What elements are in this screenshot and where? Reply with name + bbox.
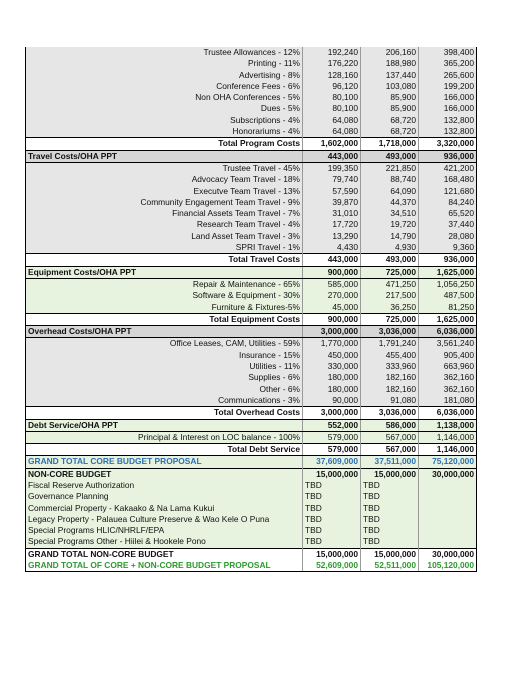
value-year-2: 206,160 — [361, 47, 419, 58]
non-core-item-row — [26, 514, 477, 525]
value-year-2: 567,000 — [361, 444, 419, 456]
value-year-1: 579,000 — [303, 444, 361, 456]
value-year-1: 552,000 — [303, 419, 361, 431]
section-header-row — [26, 326, 477, 338]
line-item-row — [26, 70, 477, 81]
value-year-1: 13,290 — [303, 231, 361, 242]
row-label: Honorariums - 4% — [26, 126, 303, 138]
line-item-row — [26, 58, 477, 69]
value-biennium-total: 421,200 — [419, 162, 477, 174]
value-biennium-total — [419, 503, 477, 514]
row-label: Trustee Allowances - 12% — [26, 47, 303, 58]
value-year-2: 333,960 — [361, 361, 419, 372]
value-year-2: 188,980 — [361, 58, 419, 69]
row-label: Legacy Property - Palauea Culture Preserve & Wao Kele O Puna — [26, 514, 303, 525]
value-year-2: 567,000 — [361, 431, 419, 443]
value-year-1: TBD — [303, 525, 361, 536]
line-item-row — [26, 338, 477, 350]
value-year-2: 15,000,000 — [361, 548, 419, 560]
row-label: Governance Planning — [26, 491, 303, 502]
value-year-2: 493,000 — [361, 254, 419, 266]
value-year-2: 37,511,000 — [361, 456, 419, 468]
value-year-1: 900,000 — [303, 266, 361, 278]
value-biennium-total: 663,960 — [419, 361, 477, 372]
row-label: Total Equipment Costs — [26, 313, 303, 325]
value-biennium-total: 3,561,240 — [419, 338, 477, 350]
value-year-1: 15,000,000 — [303, 548, 361, 560]
row-label: Debt Service/OHA PPT — [26, 419, 303, 431]
value-biennium-total: 30,000,000 — [419, 548, 477, 560]
non-core-item-row — [26, 536, 477, 548]
row-label: GRAND TOTAL CORE BUDGET PROPOSAL — [26, 456, 303, 468]
value-year-2: 88,740 — [361, 174, 419, 185]
row-label: Total Overhead Costs — [26, 407, 303, 419]
value-year-2: 103,080 — [361, 81, 419, 92]
value-year-2: 14,790 — [361, 231, 419, 242]
value-biennium-total: 3,320,000 — [419, 138, 477, 150]
row-label: Land Asset Team Travel - 3% — [26, 231, 303, 242]
non-core-item-row — [26, 503, 477, 514]
value-year-1: 180,000 — [303, 372, 361, 383]
section-header-row — [26, 419, 477, 431]
value-year-1: TBD — [303, 503, 361, 514]
value-biennium-total: 487,500 — [419, 290, 477, 301]
line-item-row — [26, 395, 477, 407]
subtotal-row — [26, 444, 477, 456]
value-year-1: 3,000,000 — [303, 407, 361, 419]
subtotal-row — [26, 138, 477, 150]
value-biennium-total: 936,000 — [419, 150, 477, 162]
value-year-2: 36,250 — [361, 302, 419, 314]
row-label: Special Programs Other - Hiilei & Hookele Pono — [26, 536, 303, 548]
row-label: Commercial Property - Kakaako & Na Lama Kukui — [26, 503, 303, 514]
line-item-row — [26, 290, 477, 301]
value-year-2: 1,718,000 — [361, 138, 419, 150]
value-year-2: 68,720 — [361, 126, 419, 138]
value-year-1: 579,000 — [303, 431, 361, 443]
row-label: Fiscal Reserve Authorization — [26, 480, 303, 491]
row-label: Principal & Interest on LOC balance - 100% — [26, 431, 303, 443]
non-core-item-row — [26, 491, 477, 502]
value-year-1: TBD — [303, 480, 361, 491]
row-label: Subscriptions - 4% — [26, 115, 303, 126]
value-year-2: 85,900 — [361, 92, 419, 103]
value-year-1: 52,609,000 — [303, 560, 361, 572]
row-label: Executve Team Travel - 13% — [26, 186, 303, 197]
value-year-2: 137,440 — [361, 70, 419, 81]
value-year-2: 19,720 — [361, 219, 419, 230]
value-year-1: 4,430 — [303, 242, 361, 254]
non-core-header-row — [26, 468, 477, 480]
value-year-2: 34,510 — [361, 208, 419, 219]
value-year-1: 80,100 — [303, 92, 361, 103]
value-biennium-total — [419, 514, 477, 525]
value-year-1: TBD — [303, 514, 361, 525]
subtotal-row — [26, 313, 477, 325]
row-label: Conference Fees - 6% — [26, 81, 303, 92]
value-biennium-total: 166,000 — [419, 103, 477, 114]
non-core-item-row — [26, 525, 477, 536]
non-core-item-row — [26, 480, 477, 491]
line-item-row — [26, 302, 477, 314]
value-year-1: 45,000 — [303, 302, 361, 314]
row-label: Trustee Travel - 45% — [26, 162, 303, 174]
value-year-1: TBD — [303, 491, 361, 502]
row-label: Travel Costs/OHA PPT — [26, 150, 303, 162]
row-label: NON-CORE BUDGET — [26, 468, 303, 480]
row-label: Dues - 5% — [26, 103, 303, 114]
value-biennium-total: 6,036,000 — [419, 407, 477, 419]
row-label: Overhead Costs/OHA PPT — [26, 326, 303, 338]
value-year-2: 182,160 — [361, 372, 419, 383]
value-biennium-total: 1,056,250 — [419, 278, 477, 290]
value-year-1: 330,000 — [303, 361, 361, 372]
row-label: Special Programs HLIC/NHRLF/EPA — [26, 525, 303, 536]
line-item-row — [26, 278, 477, 290]
row-label: Furniture & Fixtures-5% — [26, 302, 303, 314]
row-label: Other - 6% — [26, 384, 303, 395]
row-label: Communications - 3% — [26, 395, 303, 407]
value-year-1: 17,720 — [303, 219, 361, 230]
row-label: Repair & Maintenance - 65% — [26, 278, 303, 290]
row-label: SPRI Travel - 1% — [26, 242, 303, 254]
value-year-1: 443,000 — [303, 150, 361, 162]
row-label: Supplies - 6% — [26, 372, 303, 383]
row-label: Insurance - 15% — [26, 350, 303, 361]
value-year-1: 180,000 — [303, 384, 361, 395]
line-item-row — [26, 350, 477, 361]
value-year-2: TBD — [361, 525, 419, 536]
value-year-2: TBD — [361, 480, 419, 491]
value-biennium-total: 365,200 — [419, 58, 477, 69]
row-label: Total Travel Costs — [26, 254, 303, 266]
value-year-1: 585,000 — [303, 278, 361, 290]
value-year-1: 37,609,000 — [303, 456, 361, 468]
value-year-2: 52,511,000 — [361, 560, 419, 572]
grand-total-combined-row — [26, 560, 477, 572]
value-biennium-total: 84,240 — [419, 197, 477, 208]
value-year-2: 1,791,240 — [361, 338, 419, 350]
row-label: Research Team Travel - 4% — [26, 219, 303, 230]
value-year-1: 64,080 — [303, 115, 361, 126]
value-year-1: 1,770,000 — [303, 338, 361, 350]
row-label: Printing - 11% — [26, 58, 303, 69]
value-year-1: 57,590 — [303, 186, 361, 197]
value-biennium-total: 132,800 — [419, 126, 477, 138]
value-year-2: 4,930 — [361, 242, 419, 254]
line-item-row — [26, 197, 477, 208]
value-biennium-total: 166,000 — [419, 92, 477, 103]
line-item-row — [26, 242, 477, 254]
value-biennium-total: 199,200 — [419, 81, 477, 92]
row-label: Office Leases, CAM, Utilities - 59% — [26, 338, 303, 350]
value-year-2: 182,160 — [361, 384, 419, 395]
line-item-row — [26, 115, 477, 126]
value-biennium-total — [419, 536, 477, 548]
row-label: GRAND TOTAL NON-CORE BUDGET — [26, 548, 303, 560]
value-year-2: 85,900 — [361, 103, 419, 114]
value-year-2: 493,000 — [361, 150, 419, 162]
value-biennium-total — [419, 525, 477, 536]
value-year-1: 79,740 — [303, 174, 361, 185]
value-year-2: 68,720 — [361, 115, 419, 126]
line-item-row — [26, 103, 477, 114]
value-biennium-total: 121,680 — [419, 186, 477, 197]
value-biennium-total: 65,520 — [419, 208, 477, 219]
value-year-1: 64,080 — [303, 126, 361, 138]
value-year-1: 199,350 — [303, 162, 361, 174]
value-year-1: TBD — [303, 536, 361, 548]
value-biennium-total: 37,440 — [419, 219, 477, 230]
value-biennium-total: 905,400 — [419, 350, 477, 361]
line-item-row — [26, 384, 477, 395]
value-biennium-total: 181,080 — [419, 395, 477, 407]
line-item-row — [26, 208, 477, 219]
value-year-1: 31,010 — [303, 208, 361, 219]
value-biennium-total: 1,146,000 — [419, 431, 477, 443]
value-year-2: 91,080 — [361, 395, 419, 407]
value-year-2: 3,036,000 — [361, 407, 419, 419]
grand-total-non-core-row — [26, 548, 477, 560]
value-biennium-total — [419, 491, 477, 502]
value-year-1: 80,100 — [303, 103, 361, 114]
value-year-1: 39,870 — [303, 197, 361, 208]
grand-total-core-row — [26, 456, 477, 468]
value-year-1: 176,220 — [303, 58, 361, 69]
row-label: Total Program Costs — [26, 138, 303, 150]
value-year-1: 90,000 — [303, 395, 361, 407]
value-year-1: 270,000 — [303, 290, 361, 301]
value-year-2: 64,090 — [361, 186, 419, 197]
value-year-2: TBD — [361, 514, 419, 525]
line-item-row — [26, 372, 477, 383]
value-year-2: 471,250 — [361, 278, 419, 290]
value-year-2: 455,400 — [361, 350, 419, 361]
value-biennium-total: 81,250 — [419, 302, 477, 314]
row-label: GRAND TOTAL OF CORE + NON-CORE BUDGET PROPOSAL — [26, 560, 303, 572]
row-label: Non OHA Conferences - 5% — [26, 92, 303, 103]
subtotal-row — [26, 254, 477, 266]
row-label: Advertising - 8% — [26, 70, 303, 81]
value-year-1: 450,000 — [303, 350, 361, 361]
line-item-row — [26, 361, 477, 372]
value-biennium-total: 75,120,000 — [419, 456, 477, 468]
value-biennium-total: 9,360 — [419, 242, 477, 254]
row-label: Financial Assets Team Travel - 7% — [26, 208, 303, 219]
value-year-2: 586,000 — [361, 419, 419, 431]
value-year-2: TBD — [361, 503, 419, 514]
line-item-row — [26, 81, 477, 92]
value-biennium-total: 30,000,000 — [419, 468, 477, 480]
line-item-row — [26, 219, 477, 230]
value-year-2: TBD — [361, 491, 419, 502]
value-biennium-total: 1,625,000 — [419, 313, 477, 325]
value-year-2: 217,500 — [361, 290, 419, 301]
value-biennium-total: 168,480 — [419, 174, 477, 185]
row-label: Software & Equipment - 30% — [26, 290, 303, 301]
row-label: Utilities - 11% — [26, 361, 303, 372]
line-item-row — [26, 186, 477, 197]
value-biennium-total: 265,600 — [419, 70, 477, 81]
value-biennium-total: 1,138,000 — [419, 419, 477, 431]
line-item-row — [26, 431, 477, 443]
value-biennium-total: 132,800 — [419, 115, 477, 126]
row-label: Community Engagement Team Travel - 9% — [26, 197, 303, 208]
value-year-1: 15,000,000 — [303, 468, 361, 480]
value-biennium-total: 105,120,000 — [419, 560, 477, 572]
value-biennium-total: 1,625,000 — [419, 266, 477, 278]
value-year-2: 15,000,000 — [361, 468, 419, 480]
value-year-2: TBD — [361, 536, 419, 548]
row-label: Equipment Costs/OHA PPT — [26, 266, 303, 278]
value-biennium-total: 28,080 — [419, 231, 477, 242]
value-year-1: 900,000 — [303, 313, 361, 325]
value-year-1: 3,000,000 — [303, 326, 361, 338]
line-item-row — [26, 47, 477, 58]
row-label: Total Debt Service — [26, 444, 303, 456]
line-item-row — [26, 162, 477, 174]
value-biennium-total: 362,160 — [419, 384, 477, 395]
budget-table — [25, 47, 477, 572]
value-year-1: 128,160 — [303, 70, 361, 81]
value-biennium-total: 362,160 — [419, 372, 477, 383]
value-biennium-total — [419, 480, 477, 491]
value-year-2: 3,036,000 — [361, 326, 419, 338]
value-year-1: 443,000 — [303, 254, 361, 266]
value-year-1: 1,602,000 — [303, 138, 361, 150]
value-year-2: 725,000 — [361, 313, 419, 325]
subtotal-row — [26, 407, 477, 419]
budget-table-body — [26, 47, 477, 572]
section-header-row — [26, 150, 477, 162]
line-item-row — [26, 126, 477, 138]
value-biennium-total: 1,146,000 — [419, 444, 477, 456]
row-label: Advocacy Team Travel - 18% — [26, 174, 303, 185]
section-header-row — [26, 266, 477, 278]
value-year-1: 96,120 — [303, 81, 361, 92]
value-year-2: 221,850 — [361, 162, 419, 174]
value-year-2: 725,000 — [361, 266, 419, 278]
value-year-1: 192,240 — [303, 47, 361, 58]
value-biennium-total: 936,000 — [419, 254, 477, 266]
line-item-row — [26, 174, 477, 185]
value-biennium-total: 6,036,000 — [419, 326, 477, 338]
line-item-row — [26, 231, 477, 242]
value-biennium-total: 398,400 — [419, 47, 477, 58]
line-item-row — [26, 92, 477, 103]
value-year-2: 44,370 — [361, 197, 419, 208]
